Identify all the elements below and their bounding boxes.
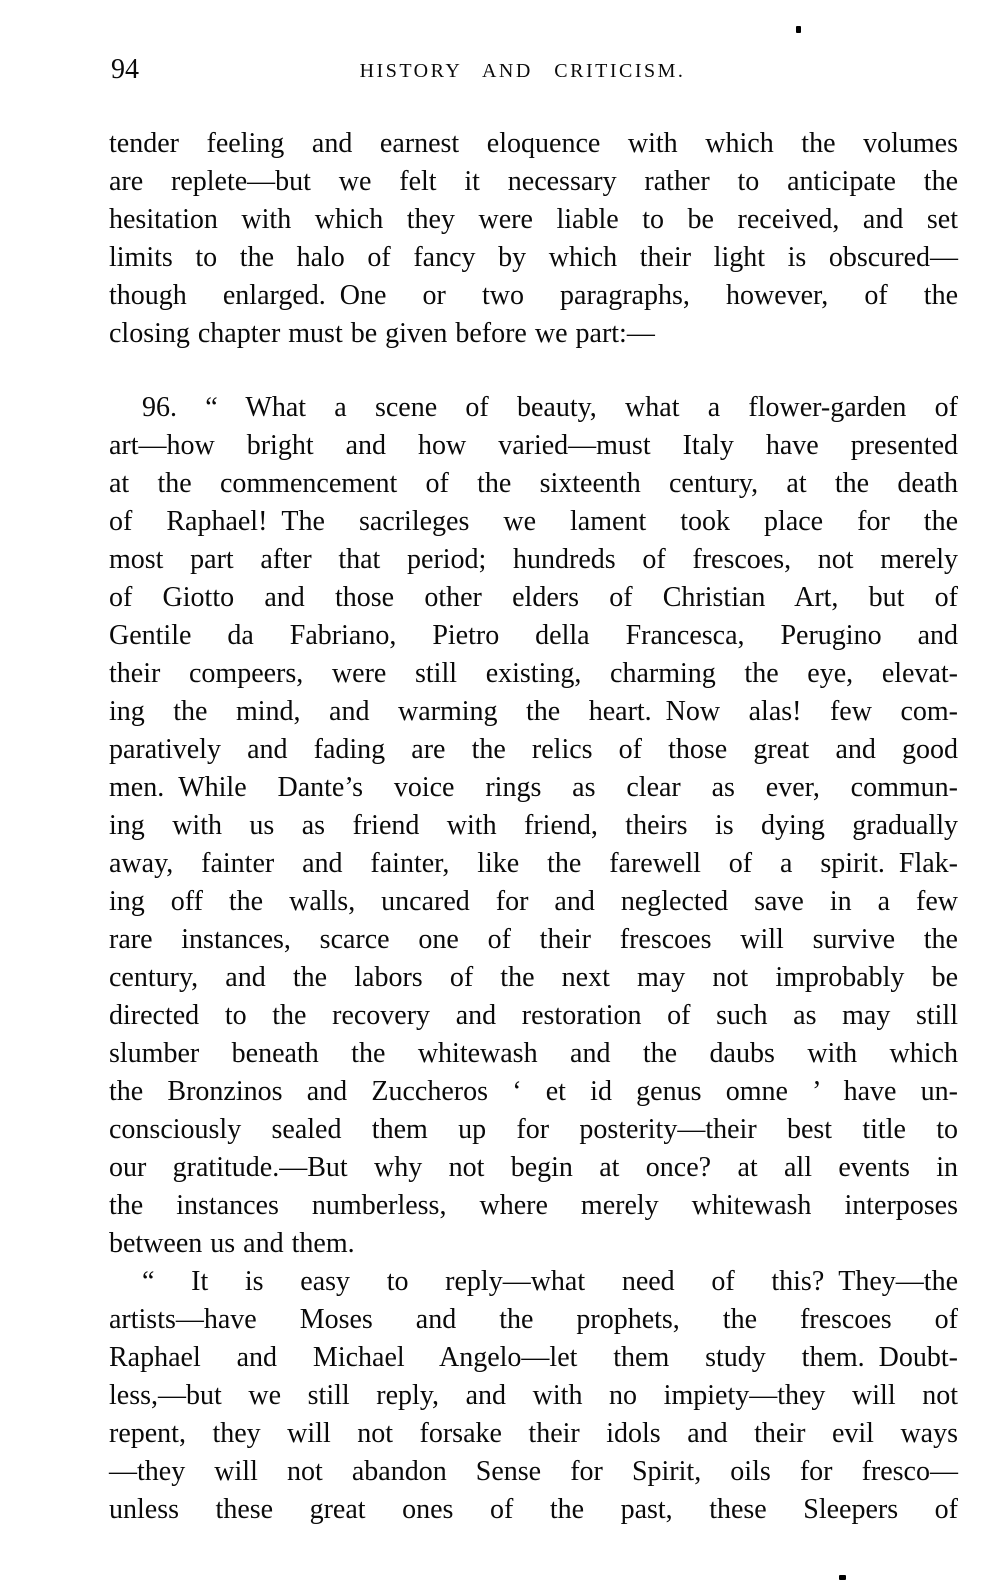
page-content — [109, 54, 958, 1529]
text-line: “ It is easy to reply—what need of this? They—the — [142, 1266, 958, 1297]
text-line: most part after that period; hundreds of frescoes, not merely — [109, 544, 958, 575]
text-line: directed to the recovery and restoration of such as may still — [109, 1000, 958, 1031]
text-line: men. While Dante’s voice rings as clear as ever, commun- — [109, 772, 958, 803]
text-line: less,—but we still reply, and with no impiety—they will not — [109, 1380, 958, 1411]
text-line: Gentile da Fabriano, Pietro della Francesca, Perugino and — [109, 620, 958, 651]
text-line: ing with us as friend with friend, theirs is dying gradually — [109, 810, 958, 841]
text-line: limits to the halo of fancy by which their light is obscured— — [109, 242, 958, 273]
paragraph-quote-96 — [109, 389, 958, 1263]
text-line: ing the mind, and warming the heart. Now alas! few com- — [109, 696, 958, 727]
text-line: the instances numberless, where merely whitewash interposes — [109, 1190, 958, 1221]
paragraph-continuation — [109, 125, 958, 353]
text-line: are replete—but we felt it necessary rather to anticipate the — [109, 166, 958, 197]
text-line: ing off the walls, uncared for and neglected save in a few — [109, 886, 958, 917]
text-line: slumber beneath the whitewash and the daubs with which — [109, 1038, 958, 1069]
text-line: though enlarged. One or two paragraphs, however, of the — [109, 280, 958, 311]
text-line: away, fainter and fainter, like the farewell of a spirit. Flak- — [109, 848, 958, 879]
text-line: our gratitude.—But why not begin at once? at all events in — [109, 1152, 958, 1183]
text-line: the Bronzinos and Zuccheros ‘ et id genus omne ’ have un- — [109, 1076, 958, 1107]
text-line: their compeers, were still existing, charming the eye, elevat- — [109, 658, 958, 689]
text-line: of Raphael! The sacrileges we lament took place for the — [109, 506, 958, 537]
text-line: repent, they will not forsake their idols and their evil ways — [109, 1418, 958, 1449]
text-line: Raphael and Michael Angelo—let them study them. Doubt- — [109, 1342, 958, 1373]
ink-speck-bottom-icon — [839, 1575, 846, 1580]
text-line: hesitation with which they were liable to be received, and set — [109, 204, 958, 235]
text-line: closing chapter must be given before we part:— — [109, 318, 655, 349]
text-line: —they will not abandon Sense for Spirit, oils for fresco— — [109, 1456, 958, 1487]
paragraph-quote-reply — [109, 1263, 958, 1529]
text-line: consciously sealed them up for posterity—their best title to — [109, 1114, 958, 1145]
page-header — [109, 54, 958, 86]
text-line: 96. “ What a scene of beauty, what a flower-garden of — [142, 392, 958, 423]
text-line: artists—have Moses and the prophets, the frescoes of — [109, 1304, 958, 1335]
text-line: tender feeling and earnest eloquence with which the volumes — [109, 128, 958, 159]
page-number: 94 — [111, 54, 139, 85]
text-line: at the commencement of the sixteenth century, at the death — [109, 468, 958, 499]
text-line: unless these great ones of the past, these Sleepers of — [109, 1494, 958, 1525]
text-line: paratively and fading are the relics of those great and good — [109, 734, 958, 765]
text-line: of Giotto and those other elders of Christian Art, but of — [109, 582, 958, 613]
ink-speck-top-icon — [796, 26, 801, 33]
text-line: rare instances, scarce one of their frescoes will survive the — [109, 924, 958, 955]
text-line: art—how bright and how varied—must Italy have presented — [109, 430, 958, 461]
text-line: between us and them. — [109, 1228, 355, 1259]
text-line: century, and the labors of the next may not improbably be — [109, 962, 958, 993]
running-title: HISTORY AND CRITICISM. — [359, 60, 686, 82]
